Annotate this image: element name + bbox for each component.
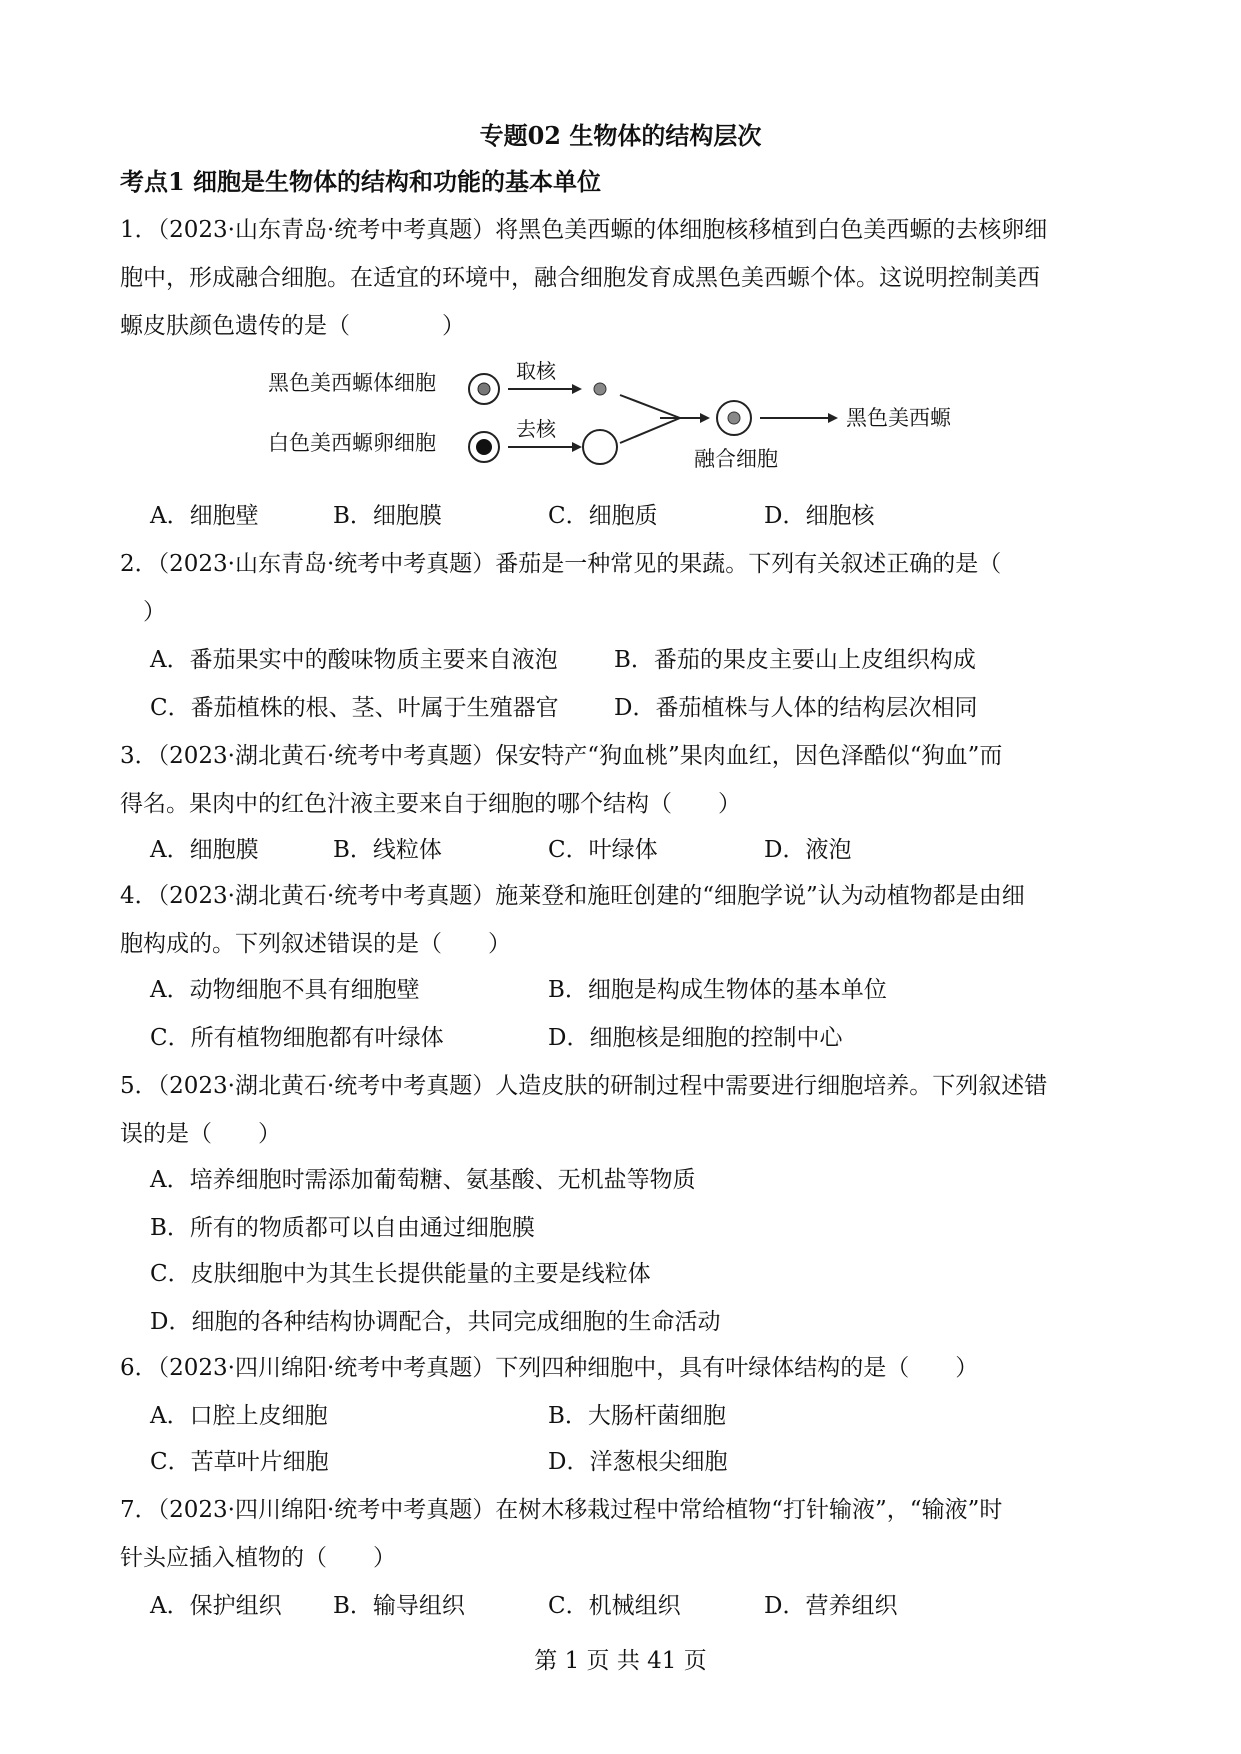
arrow2-label: 去核 bbox=[516, 417, 556, 441]
q2-option-c: C．番茄植株的根、茎、叶属于生殖器官 bbox=[150, 695, 559, 721]
figure-row2-label: 白色美西螈卵细胞 bbox=[268, 431, 436, 455]
q6-option-b: B．大肠杆菌细胞 bbox=[548, 1403, 726, 1429]
q5-option-b: B．所有的物质都可以自由通过细胞膜 bbox=[150, 1215, 535, 1241]
result-label: 黑色美西螈 bbox=[846, 406, 951, 430]
merge-arrow-icon bbox=[620, 395, 710, 443]
q2-option-a: A．番茄果实中的酸味物质主要来自液泡 bbox=[150, 647, 558, 673]
q7-option-c: C．机械组织 bbox=[548, 1593, 681, 1619]
q5-option-c: C．皮肤细胞中为其生长提供能量的主要是线粒体 bbox=[150, 1261, 651, 1287]
q5-option-d: D．细胞的各种结构协调配合，共同完成细胞的生命活动 bbox=[150, 1309, 721, 1335]
nuclear-transfer-diagram bbox=[260, 348, 980, 478]
q2-option-d: D．番茄植株与人体的结构层次相同 bbox=[614, 695, 978, 721]
question-7-line-2: 针头应插入植物的（ ） bbox=[120, 1545, 396, 1571]
q1-option-a: A．细胞壁 bbox=[150, 503, 259, 529]
take-nucleus-arrow-icon bbox=[508, 384, 582, 394]
q4-option-b: B．细胞是构成生物体的基本单位 bbox=[548, 977, 887, 1003]
q1-option-b: B．细胞膜 bbox=[333, 503, 442, 529]
q3-option-c: C．叶绿体 bbox=[548, 837, 658, 863]
arrow1-label: 取核 bbox=[516, 359, 556, 383]
question-4-line-2: 胞构成的。下列叙述错误的是（ ） bbox=[120, 931, 511, 957]
question-6-line-1: 6．（2023·四川绵阳·统考中考真题）下列四种细胞中，具有叶绿体结构的是（ ） bbox=[120, 1355, 979, 1381]
enucleated-egg-icon bbox=[583, 430, 617, 464]
figure-row1-label: 黑色美西螈体细胞 bbox=[268, 371, 436, 395]
question-1-line-3: 螈皮肤颜色遗传的是（ ） bbox=[120, 313, 465, 339]
q6-option-d: D．洋葱根尖细胞 bbox=[548, 1449, 728, 1475]
black-somatic-cell-icon bbox=[469, 374, 499, 404]
question-3-line-1: 3．（2023·湖北黄石·统考中考真题）保安特产“狗血桃”果肉血红，因色泽酷似“狗血”而 bbox=[120, 743, 1003, 769]
section-heading: 考点1 细胞是生物体的结构和功能的基本单位 bbox=[120, 167, 602, 196]
q4-option-a: A．动物细胞不具有细胞壁 bbox=[150, 977, 420, 1003]
document-title: 专题02 生物体的结构层次 bbox=[479, 121, 762, 150]
question-7-line-1: 7．（2023·四川绵阳·统考中考真题）在树木移栽过程中常给植物“打针输液”，“输液”时 bbox=[120, 1497, 1003, 1523]
question-2-line-2: ） bbox=[120, 599, 166, 625]
q3-option-b: B．线粒体 bbox=[333, 837, 442, 863]
q6-option-a: A．口腔上皮细胞 bbox=[150, 1403, 328, 1429]
q7-option-b: B．输导组织 bbox=[333, 1593, 465, 1619]
q4-option-c: C．所有植物细胞都有叶绿体 bbox=[150, 1025, 444, 1051]
question-1-line-1: 1．（2023·山东青岛·统考中考真题）将黑色美西螈的体细胞核移植到白色美西螈的去核卵细 bbox=[120, 217, 1048, 243]
question-3-line-2: 得名。果肉中的红色汁液主要来自于细胞的哪个结构（ ） bbox=[120, 791, 741, 817]
q2-option-b: B．番茄的果皮主要山上皮组织构成 bbox=[614, 647, 976, 673]
q3-option-d: D．液泡 bbox=[764, 837, 852, 863]
question-4-line-1: 4．（2023·湖北黄石·统考中考真题）施莱登和施旺创建的“细胞学说”认为动植物都是由细 bbox=[120, 883, 1025, 909]
fused-cell-icon bbox=[717, 401, 751, 435]
q5-option-a: A．培养细胞时需添加葡萄糖、氨基酸、无机盐等物质 bbox=[150, 1167, 696, 1193]
extracted-nucleus-icon bbox=[594, 383, 606, 395]
fused-cell-label: 融合细胞 bbox=[694, 447, 778, 471]
remove-nucleus-arrow-icon bbox=[508, 442, 582, 452]
question-1-line-2: 胞中，形成融合细胞。在适宜的环境中，融合细胞发育成黑色美西螈个体。这说明控制美西 bbox=[120, 265, 1040, 291]
develop-arrow-icon bbox=[760, 413, 838, 423]
q1-option-d: D．细胞核 bbox=[764, 503, 875, 529]
q7-option-d: D．营养组织 bbox=[764, 1593, 898, 1619]
question-5-line-2: 误的是（ ） bbox=[120, 1121, 281, 1147]
q6-option-c: C．苦草叶片细胞 bbox=[150, 1449, 329, 1475]
q7-option-a: A．保护组织 bbox=[150, 1593, 282, 1619]
page-footer: 第 1 页 共 41 页 bbox=[534, 1648, 707, 1674]
white-egg-cell-icon bbox=[469, 432, 499, 462]
question-5-line-1: 5．（2023·湖北黄石·统考中考真题）人造皮肤的研制过程中需要进行细胞培养。下列叙述错 bbox=[120, 1073, 1048, 1099]
q3-option-a: A．细胞膜 bbox=[150, 837, 259, 863]
q4-option-d: D．细胞核是细胞的控制中心 bbox=[548, 1025, 843, 1051]
q1-option-c: C．细胞质 bbox=[548, 503, 658, 529]
question-2-line-1: 2．（2023·山东青岛·统考中考真题）番茄是一种常见的果蔬。下列有关叙述正确的是（ bbox=[120, 551, 1002, 577]
